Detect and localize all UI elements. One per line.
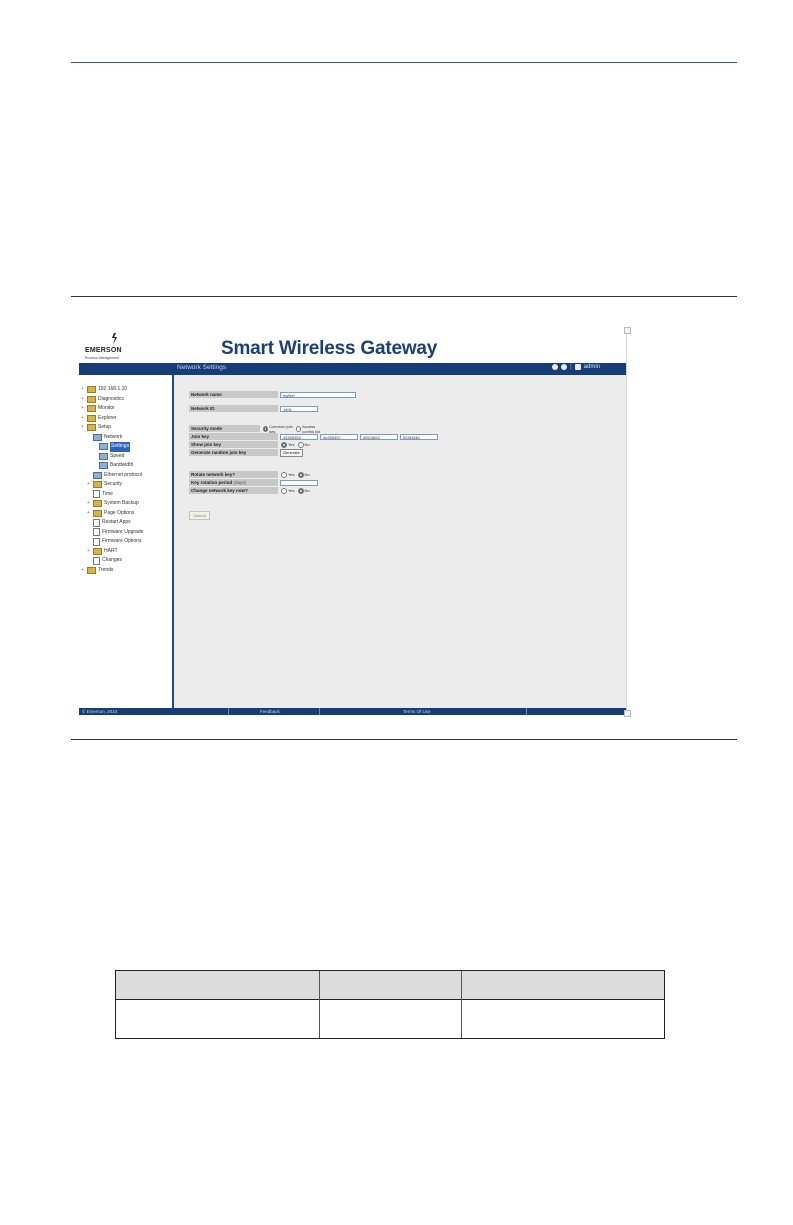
tree-item-label: Page Options [104,509,135,516]
join-key-input-1[interactable]: 44555354 [280,434,318,440]
radio-icon [281,488,287,494]
rotate-key-row [189,471,310,478]
tree-item-label: Trends [98,566,114,573]
tree-item[interactable] [81,537,143,547]
figure-bottom-rule [71,739,737,740]
network-id-input[interactable]: 1401 [280,406,318,412]
user-name[interactable]: admin [583,364,600,370]
table-header-row [116,971,664,1000]
expand-icon[interactable]: + [87,547,90,554]
expand-icon[interactable]: + [81,386,84,392]
tree-item-label: System Backup [104,500,139,506]
access-control-list-radio[interactable] [296,424,327,434]
rotate-yes-radio[interactable] [281,472,295,478]
tree-item[interactable] [81,556,143,566]
submit-button[interactable]: Submit [189,511,210,520]
join-key-input-4[interactable]: 524f434b [400,434,438,440]
radio-icon [296,426,301,432]
network-icon [93,434,102,441]
folder-icon [87,567,96,574]
navigation-tree [79,375,172,708]
tree-item[interactable] [81,414,143,424]
gateway-screenshot [79,327,627,715]
rotation-period-text: Key rotation period [191,480,233,485]
network-id-row [189,405,318,412]
emerson-logo [85,333,145,361]
common-join-key-radio[interactable] [263,424,293,434]
no-label: No [304,488,310,493]
tree-item[interactable] [81,471,143,481]
tree-item[interactable] [81,547,143,557]
tree-item-label: Explorer [98,414,117,421]
folder-icon [93,481,102,488]
utility-links [552,364,600,370]
show-key-yes-radio[interactable] [281,442,295,448]
folder-icon [87,405,96,412]
expand-icon[interactable]: + [81,566,84,573]
expand-icon[interactable]: + [81,424,84,430]
radio-selected-icon [298,472,304,478]
network-icon [99,462,108,469]
table-column-divider [319,971,320,1038]
tree-item-label: HART [104,547,118,554]
network-name-label: Network name [189,391,278,398]
document-icon [93,538,100,546]
data-table [115,970,665,1039]
change-key-label: Change network key now? [189,487,278,494]
rotation-period-label [189,479,278,486]
join-key-input-2[interactable]: 4e455457 [320,434,358,440]
change-yes-radio[interactable] [281,488,295,494]
page-heading: Network Settings [177,364,227,371]
tree-item[interactable] [81,566,143,576]
scroll-up-button[interactable] [624,327,631,334]
change-no-radio[interactable] [298,488,310,494]
app-title: Smart Wireless Gateway [221,338,438,359]
radio-selected-icon [263,426,268,432]
folder-icon [87,415,96,422]
header-rule [71,62,737,63]
show-join-key-row [189,441,310,448]
info-icon[interactable] [561,364,567,370]
generate-button[interactable]: Generate [280,449,303,457]
brand-subtitle: Process Management [85,356,120,360]
table-column-divider [461,971,462,1038]
resize-handle[interactable] [624,710,631,717]
document-icon [93,490,100,498]
tree-item-label: Security [104,481,123,487]
show-key-no-radio[interactable] [298,442,310,448]
tree-item-label: Restart Apps [102,519,131,525]
tree-item-label: Speed [110,452,125,459]
expand-icon[interactable]: + [81,414,84,421]
generate-key-row [189,449,303,456]
tree-item-label: Changes [102,557,123,563]
expand-icon[interactable]: + [87,481,90,487]
tree-item[interactable] [81,518,143,528]
tree-item[interactable] [81,404,143,414]
footer-separator [526,708,527,715]
tree-item[interactable] [81,395,143,405]
footer-separator [319,708,320,715]
join-key-label: Join key [189,433,278,440]
network-settings-panel [174,375,626,708]
common-join-key-label: Common join key [269,423,293,434]
document-icon [93,557,100,565]
expand-icon[interactable]: + [87,509,90,516]
tree-item[interactable] [81,442,143,452]
expand-icon[interactable]: + [81,395,84,402]
folder-icon [93,500,102,507]
folder-icon [93,510,102,517]
tree-item[interactable] [81,461,143,471]
folder-icon [93,548,102,555]
no-label: No [304,442,310,447]
tree-item-label: Firmware Upgrade [102,528,144,535]
tree-item[interactable] [81,385,143,395]
footer-terms-link[interactable]: Terms Of Use [403,709,431,714]
rotation-period-input[interactable] [280,480,318,486]
security-mode-label: Security mode [189,425,260,432]
radio-selected-icon [298,488,304,494]
expand-icon[interactable]: + [87,500,90,506]
rotate-no-radio[interactable] [298,472,310,478]
tree-item[interactable] [81,423,143,433]
network-id-label: Network ID [189,405,278,412]
emerson-logo-icon [107,333,121,345]
tree-item[interactable] [81,490,143,500]
no-label: No [304,472,310,477]
tree-item-label: Monitor [98,405,115,411]
security-mode-row [189,425,327,432]
yes-label: Yes [288,472,295,477]
tree-item[interactable] [81,433,143,443]
tree-item-label: Diagnostics [98,395,124,402]
network-name-input[interactable]: myNet [280,392,356,398]
tree-item-label: 192.168.1.10 [98,386,128,392]
yes-label: Yes [288,442,295,447]
tree-item[interactable] [81,480,143,490]
tree-item-label: Network [104,433,123,440]
tree-item-label: Ethernet protocol [104,471,143,478]
yes-label: Yes [288,488,295,493]
folder-icon [87,396,96,403]
rotation-period-unit: (days) [233,480,247,485]
utility-separator: | [570,364,572,370]
tree-item-label: Time [102,490,113,497]
top-bar [79,363,626,375]
radio-icon [298,442,304,448]
network-icon [99,453,108,460]
brand-name: EMERSON [85,347,122,354]
computer-icon [87,386,96,393]
network-name-row [189,391,356,398]
rotation-period-row [189,479,318,486]
radio-selected-icon [281,442,287,448]
tree-list [81,385,143,575]
folder-icon [87,424,96,431]
user-icon [575,364,581,370]
tree-item[interactable] [81,528,143,538]
footer-copyright: © Emerson, 2010 [82,709,118,714]
expand-icon[interactable]: + [81,405,84,411]
footer-feedback-link[interactable]: Feedback [260,709,280,714]
tree-item-label: Bandwidth [110,462,134,468]
tree-item[interactable] [81,499,143,509]
generate-key-label: Generate random join key [189,449,278,456]
rotate-key-label: Rotate network key? [189,471,278,478]
access-control-list-label: Access control list [302,423,321,434]
figure-top-rule [71,296,737,297]
footer-bar [79,708,626,715]
document-icon [93,519,100,527]
tree-item[interactable] [81,509,143,519]
change-key-row [189,487,310,494]
tree-item[interactable] [81,452,143,462]
network-icon [93,472,102,479]
document-icon [93,528,100,536]
tree-item-label: Settings [110,442,130,452]
join-key-input-3[interactable]: 4f524b53 [360,434,398,440]
radio-icon [281,472,287,478]
tree-item-label: Setup [98,424,112,430]
network-icon [99,443,108,450]
help-icon[interactable] [552,364,558,370]
show-join-key-label: Show join key [189,441,278,448]
join-key-row [189,433,438,440]
footer-separator [228,708,229,715]
tree-item-label: Firmware Options [102,538,142,544]
